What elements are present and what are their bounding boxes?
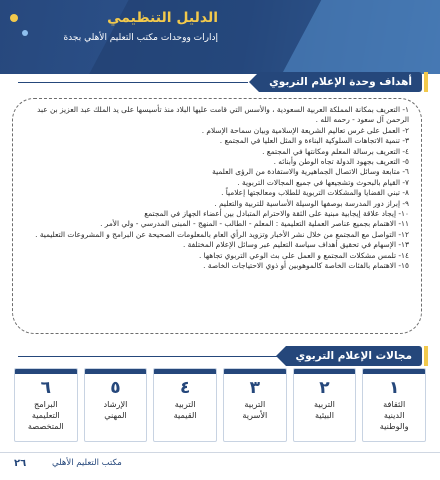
goal-item: ١٥- الاهتمام بالفئات الخاصة كالموهوبين أو ذوي الاحتياجات الخاصة . <box>203 261 409 271</box>
fields-title-text: مجالات الإعلام التربوي <box>295 350 412 362</box>
goals-box <box>12 98 422 334</box>
card-number: ٤ <box>179 378 191 398</box>
dot-decoration <box>10 14 18 22</box>
card-label: التربية القيمية <box>173 399 197 420</box>
goal-item: ٤- التعريف برسالة المعلم ومكانتها في المجتمع . <box>262 146 409 156</box>
goal-item: ١٤- تلمس مشكلات المجتمع و العمل على بث الوعي التربوي تجاهها . <box>198 250 409 260</box>
goal-item: ٢- العمل على غرس تعاليم الشريعة الإسلامية وبيان سماحة الإسلام . <box>201 125 409 135</box>
card-top-bar <box>154 369 216 374</box>
goals-list <box>25 105 409 272</box>
card-label: الإرشاد المهني <box>103 399 128 420</box>
page-header <box>0 0 440 74</box>
goals-section-title <box>259 72 422 92</box>
guide-title: الدليل التنظيمي <box>107 10 218 26</box>
field-card <box>223 368 287 442</box>
divider <box>18 356 280 357</box>
card-label: التربية الأسرية <box>242 399 268 420</box>
title-accent <box>424 72 428 92</box>
goal-item: ٩- إبراز دور المدرسة بوصفها الوسيلة الأساسية للتربية والتعليم . <box>214 198 409 208</box>
card-top-bar <box>294 369 356 374</box>
card-label: البرامج التعليمية المتخصصة <box>27 399 64 431</box>
card-number: ٦ <box>40 378 51 398</box>
field-card <box>153 368 217 442</box>
goal-item: ١٠- إيجاد علاقة إيجابية مبنية على الثقة والاحترام المتبادل بين أعضاء الجهاز في المجتمع <box>144 209 409 219</box>
card-label: الثقافة الدينية والوطنية <box>379 399 409 431</box>
footer-text: مكتب التعليم الأهلي <box>52 458 122 468</box>
goal-item: ١٣- الإسهام في تحقيق أهداف سياسة التعليم عبر وسائل الإعلام المختلفة . <box>182 240 409 250</box>
card-number: ٣ <box>249 378 261 398</box>
card-label: التربية البيئية <box>314 399 335 420</box>
goal-item: ١٢- التواصل مع المجتمع من خلال نشر الأخبار وتزويد الرأي العام بالمعلومات الصحيحة عن البرامج و المشروعات التعليمية . <box>35 229 409 239</box>
field-card <box>84 368 148 442</box>
goal-item: ٨- تبني القضايا والمشكلات التربوية للطلاب ومعالجتها إعلامياً . <box>221 188 409 198</box>
card-number: ٢ <box>319 378 330 398</box>
field-card <box>14 368 78 442</box>
footer-divider <box>0 452 440 453</box>
goal-item: ١- التعريف بمكانة المملكة العربية السعودية ، والأسس التي قامت عليها البلاد منذ تأسيسها على يد الملك عبد العزيز بن عبد الرحمن آل سعود - رحمه الله . <box>37 105 409 125</box>
card-top-bar <box>15 369 77 374</box>
card-number: ١ <box>388 378 400 398</box>
title-accent <box>424 346 428 366</box>
card-top-bar <box>224 369 286 374</box>
divider <box>18 82 248 83</box>
page-number: ٢٦ <box>14 458 27 469</box>
field-card <box>362 368 426 442</box>
card-top-bar <box>85 369 147 374</box>
card-top-bar <box>363 369 425 374</box>
field-card <box>293 368 357 442</box>
fields-section-title <box>286 346 422 366</box>
guide-subtitle: إدارات ووحدات مكتب التعليم الأهلي بجدة <box>63 33 218 43</box>
card-number: ٥ <box>110 378 121 398</box>
goals-title-text: أهداف وحدة الإعلام التربوي <box>269 76 412 88</box>
goal-item: ٥- التعريف بجهود الدولة تجاه الوطن وأبنائه . <box>273 157 409 167</box>
goal-item: ٦- متابعة وسائل الاتصال الجماهيرية والاستفادة من الرؤى العلمية <box>212 167 409 177</box>
goal-item: ١١- الاهتمام بجميع عناصر العملية التعليمية : المعلم - الطالب - المنهج - المبنى المدرسي - ولي الأمر . <box>100 219 409 229</box>
goal-item: ٧- القيام بالبحوث وتشجيعها في جميع المجالات التربوية . <box>237 177 409 187</box>
goal-item: ٣- تنمية الاتجاهات السلوكية البناءة و المثل العليا في المجتمع . <box>219 136 409 146</box>
fields-cards <box>14 368 426 442</box>
